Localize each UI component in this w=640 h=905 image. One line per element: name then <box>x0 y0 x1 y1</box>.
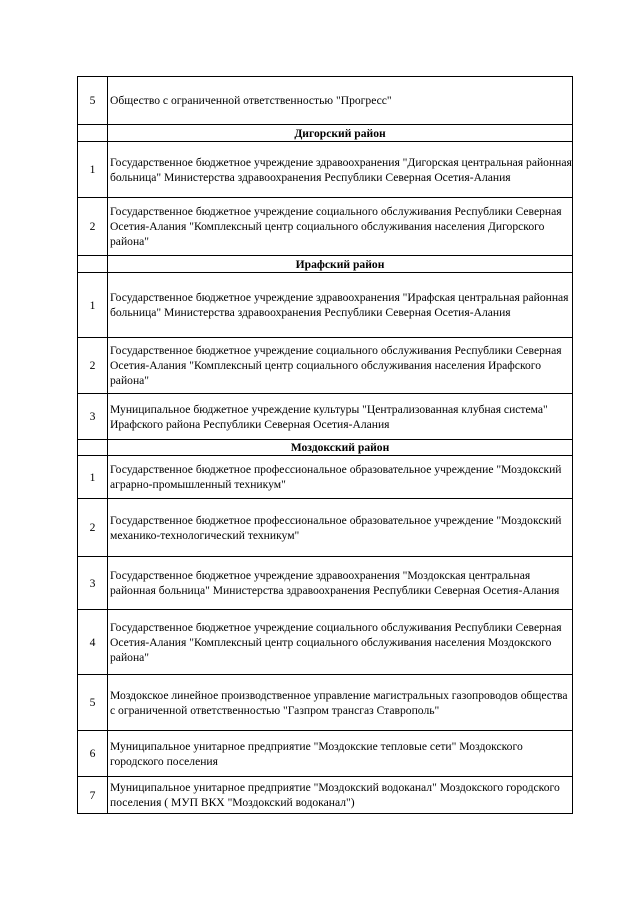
organizations-table <box>77 76 573 814</box>
table-row <box>78 610 573 675</box>
table-row <box>78 394 573 440</box>
row-number: 1 <box>78 273 108 338</box>
section-number-cell <box>78 125 108 142</box>
organization-name: Государственное бюджетное профессиональное образовательное учреждение "Моздокский механико-технологический техникум" <box>108 499 573 557</box>
table-row <box>78 499 573 557</box>
section-header-row <box>78 256 573 273</box>
row-number: 6 <box>78 731 108 777</box>
organization-name: Общество с ограниченной ответственностью "Прогресс" <box>108 77 573 125</box>
table-row <box>78 77 573 125</box>
row-number: 2 <box>78 338 108 394</box>
organization-name: Государственное бюджетное учреждение социального обслуживания Республики Северная Осетия-Алания "Комплексный центр социального обслуживания населения Дигорского района" <box>108 198 573 256</box>
row-number: 5 <box>78 675 108 731</box>
row-number: 5 <box>78 77 108 125</box>
table-row <box>78 198 573 256</box>
row-number: 7 <box>78 777 108 814</box>
organization-name: Муниципальное бюджетное учреждение культуры "Централизованная клубная система" Ирафского района Республики Северная Осетия-Алания <box>108 394 573 440</box>
section-title: Ирафский район <box>108 256 573 273</box>
table-row <box>78 675 573 731</box>
row-number: 3 <box>78 394 108 440</box>
section-number-cell <box>78 256 108 273</box>
row-number: 1 <box>78 456 108 499</box>
section-title: Моздокский район <box>108 440 573 456</box>
row-number: 2 <box>78 499 108 557</box>
table-row <box>78 142 573 198</box>
table-row <box>78 273 573 338</box>
table-body <box>78 77 573 814</box>
section-header-row <box>78 440 573 456</box>
row-number: 3 <box>78 557 108 610</box>
table-row <box>78 338 573 394</box>
organization-name: Государственное бюджетное учреждение здравоохранения "Дигорская центральная районная больница" Министерства здравоохранения Республики Северная Осетия-Алания <box>108 142 573 198</box>
organization-name: Государственное бюджетное учреждение социального обслуживания Республики Северная Осетия-Алания "Комплексный центр социального обслуживания населения Ирафского района" <box>108 338 573 394</box>
organization-name: Государственное бюджетное профессиональное образовательное учреждение "Моздокский аграрно-промышленный техникум" <box>108 456 573 499</box>
table-row <box>78 777 573 814</box>
organization-name: Муниципальное унитарное предприятие "Моздокские тепловые сети" Моздокского городского поселения <box>108 731 573 777</box>
organization-name: Государственное бюджетное учреждение здравоохранения "Моздокская центральная районная больница" Министерства здравоохранения Республики Северная Осетия-Алания <box>108 557 573 610</box>
table-row <box>78 557 573 610</box>
section-header-row <box>78 125 573 142</box>
row-number: 2 <box>78 198 108 256</box>
organization-name: Муниципальное унитарное предприятие "Моздокский водоканал" Моздокского городского поселения ( МУП ВКХ "Моздокский водоканал") <box>108 777 573 814</box>
section-number-cell <box>78 440 108 456</box>
table-row <box>78 731 573 777</box>
row-number: 1 <box>78 142 108 198</box>
organization-name: Государственное бюджетное учреждение социального обслуживания Республики Северная Осетия-Алания "Комплексный центр социального обслуживания населения Моздокского района" <box>108 610 573 675</box>
table-row <box>78 456 573 499</box>
section-title: Дигорский район <box>108 125 573 142</box>
row-number: 4 <box>78 610 108 675</box>
organization-name: Моздокское линейное производственное управление магистральных газопроводов общества с ограниченной ответственностью "Газпром трансгаз Ставрополь" <box>108 675 573 731</box>
organization-name: Государственное бюджетное учреждение здравоохранения "Ирафская центральная районная больница" Министерства здравоохранения Республики Северная Осетия-Алания <box>108 273 573 338</box>
